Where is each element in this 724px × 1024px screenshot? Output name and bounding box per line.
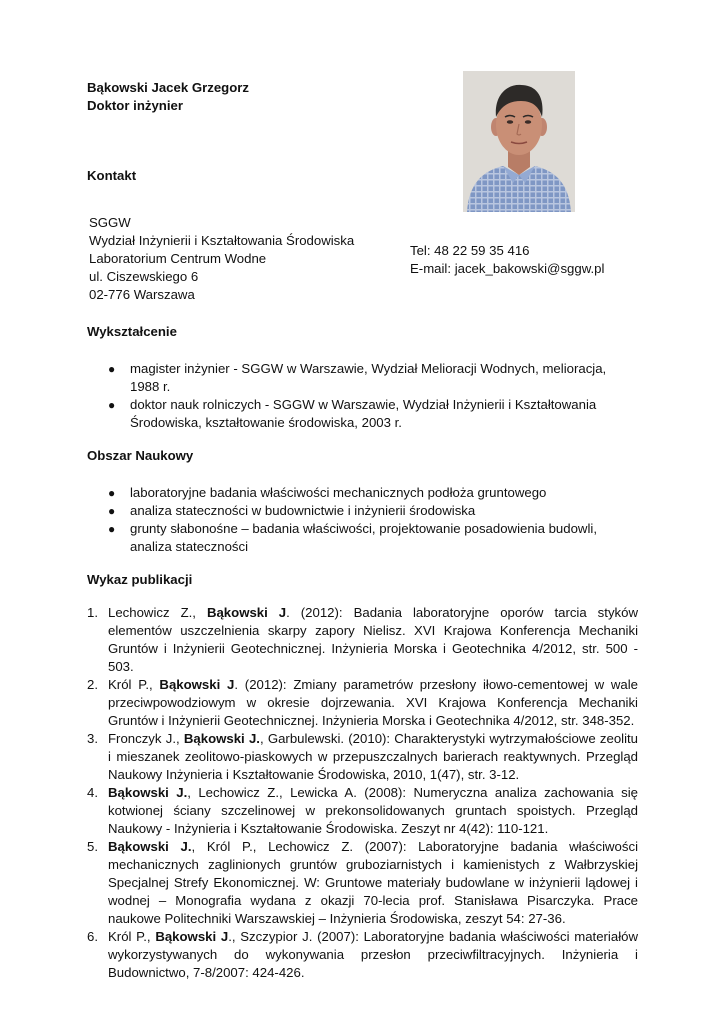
publication-number: 5. [87,839,98,854]
science-item-text: laboratoryjne badania właściwości mechanicznych podłoża gruntowego [130,485,547,500]
publication-pre: Król P., [108,677,160,692]
contact-heading: Kontakt [87,168,137,183]
address-block [89,214,354,304]
phone-number: Tel: 48 22 59 35 416 [410,243,530,258]
person-name: Bąkowski Jacek Grzegorz [87,80,249,95]
publication-number: 1. [87,605,98,620]
publication-post: , Lechowicz Z., Lewicka A. (2008): Numeryczna analiza zachowania się kotwionej ściany szczelinowej w prekonsolidowanych gruntach spoistych. Przegląd Naukowy - Inżynieria i Kształtowanie Środowiska. Zeszyt nr 4(42): 110-121. [108,785,638,836]
bullet-icon: ● [108,362,116,376]
person-degree: Doktor inżynier [87,98,183,113]
publication-number: 3. [87,731,98,746]
list-item [87,502,627,520]
education-item-text: doktor nauk rolniczych - SGGW w Warszawie, Wydział Inżynierii i Kształtowania Środowiska, kształtowanie środowiska, 2003 r. [130,397,597,430]
publication-item [87,928,638,982]
portrait-photo [463,71,575,212]
bullet-icon: ● [108,398,116,412]
publication-post: ., Szczypior J. (2007): Laboratoryjne badania właściwości materiałów wykorzystywanych do wykonywania przesłon przeciwfiltracyjnych. Inżynieria i Budownictwo, 7-8/2007: 424-426. [108,929,638,980]
publication-number: 6. [87,929,98,944]
publication-pre: Fronczyk J., [108,731,184,746]
science-item-text: analiza stateczności w budownictwie i inżynierii środowiska [130,503,476,518]
publication-item [87,730,638,784]
publication-number: 4. [87,785,98,800]
education-heading: Wykształcenie [87,324,177,339]
publication-item [87,838,638,928]
publication-item [87,604,638,676]
education-item-text: magister inżynier - SGGW w Warszawie, Wydział Melioracji Wodnych, melioracja, 1988 r. [130,361,607,394]
publication-post: . (2012): Zmiany parametrów przesłony iłowo-cementowej w wale przeciwpowodziowym w okresie dojrzewania. XVI Krajowa Konferencja Mechaniki Gruntów i Inżynierii Geotechnicznej. Inżynieria Morska i Geotechnika 4/2012, str. 348-352. [108,677,638,728]
education-list [87,360,627,432]
publication-pre: Król P., [108,929,156,944]
publication-post: . (2012): Badania laboratoryjne oporów tarcia styków elementów uszczelnienia skarpy zapory Nielisz. XVI Krajowa Konferencja Mechaniki Gruntów i Inżynierii Geotechnicznej. Inżynieria Morska i Geotechnika 4/2012, str. 500 - 503. [108,605,638,674]
address-line: SGGW [89,215,131,230]
address-line: Wydział Inżynierii i Kształtowania Środowiska [89,233,355,248]
science-item-text: grunty słabonośne – badania właściwości, projektowanie posadowienia budowli, analiza stateczności [130,521,597,554]
publication-post: , Król P., Lechowicz Z. (2007): Laboratoryjne badania właściwości mechanicznych zaglinionych gruntów gruboziarnistych i kamienistych z Wałbrzyskiej Specjalnej Strefy Ekonomicznej. W: Gruntowe materiały budowlane w inżynierii lądowej i wodnej – Monografia wydana z okazji 70-lecia prof. Stanisława Pisarczyka. Prace naukowe Politechniki Warszawskiej – Inżynieria Środowiska, zeszyt 54: 27-36. [108,839,638,926]
publication-author: Bąkowski J. [108,839,192,854]
contact-details [410,242,604,278]
list-item [87,396,627,432]
list-item [87,484,627,502]
publication-item [87,784,638,838]
publication-author: Bąkowski J [159,677,235,692]
address-line: ul. Ciszewskiego 6 [89,269,199,284]
bullet-icon: ● [108,504,116,518]
bullet-icon: ● [108,486,116,500]
publication-number: 2. [87,677,98,692]
publication-pre: Lechowicz Z., [108,605,207,620]
list-item [87,520,627,556]
publication-author: Bąkowski J. [108,785,188,800]
science-list [87,484,627,556]
bullet-icon: ● [108,522,116,536]
publication-author: Bąkowski J [206,605,287,620]
science-heading: Obszar Naukowy [87,448,194,463]
address-line: Laboratorium Centrum Wodne [89,251,267,266]
email-address: E-mail: jacek_bakowski@sggw.pl [410,261,605,276]
publications-heading: Wykaz publikacji [87,572,193,587]
address-line: 02-776 Warszawa [89,287,195,302]
publication-post: , Garbulewski. (2010): Charakterystyki wytrzymałościowe zeolitu i mieszanek zeolitowo-piaskowych w przepuszczalnych barierach reaktywnych. Przegląd Naukowy Inżynieria i Kształtowanie Środowiska, 2010, 1(47), str. 3-12. [108,731,639,782]
list-item [87,360,627,396]
publication-author: Bąkowski J [155,929,229,944]
publication-item [87,676,638,730]
publication-author: Bąkowski J. [183,731,260,746]
publications-list [87,604,638,982]
